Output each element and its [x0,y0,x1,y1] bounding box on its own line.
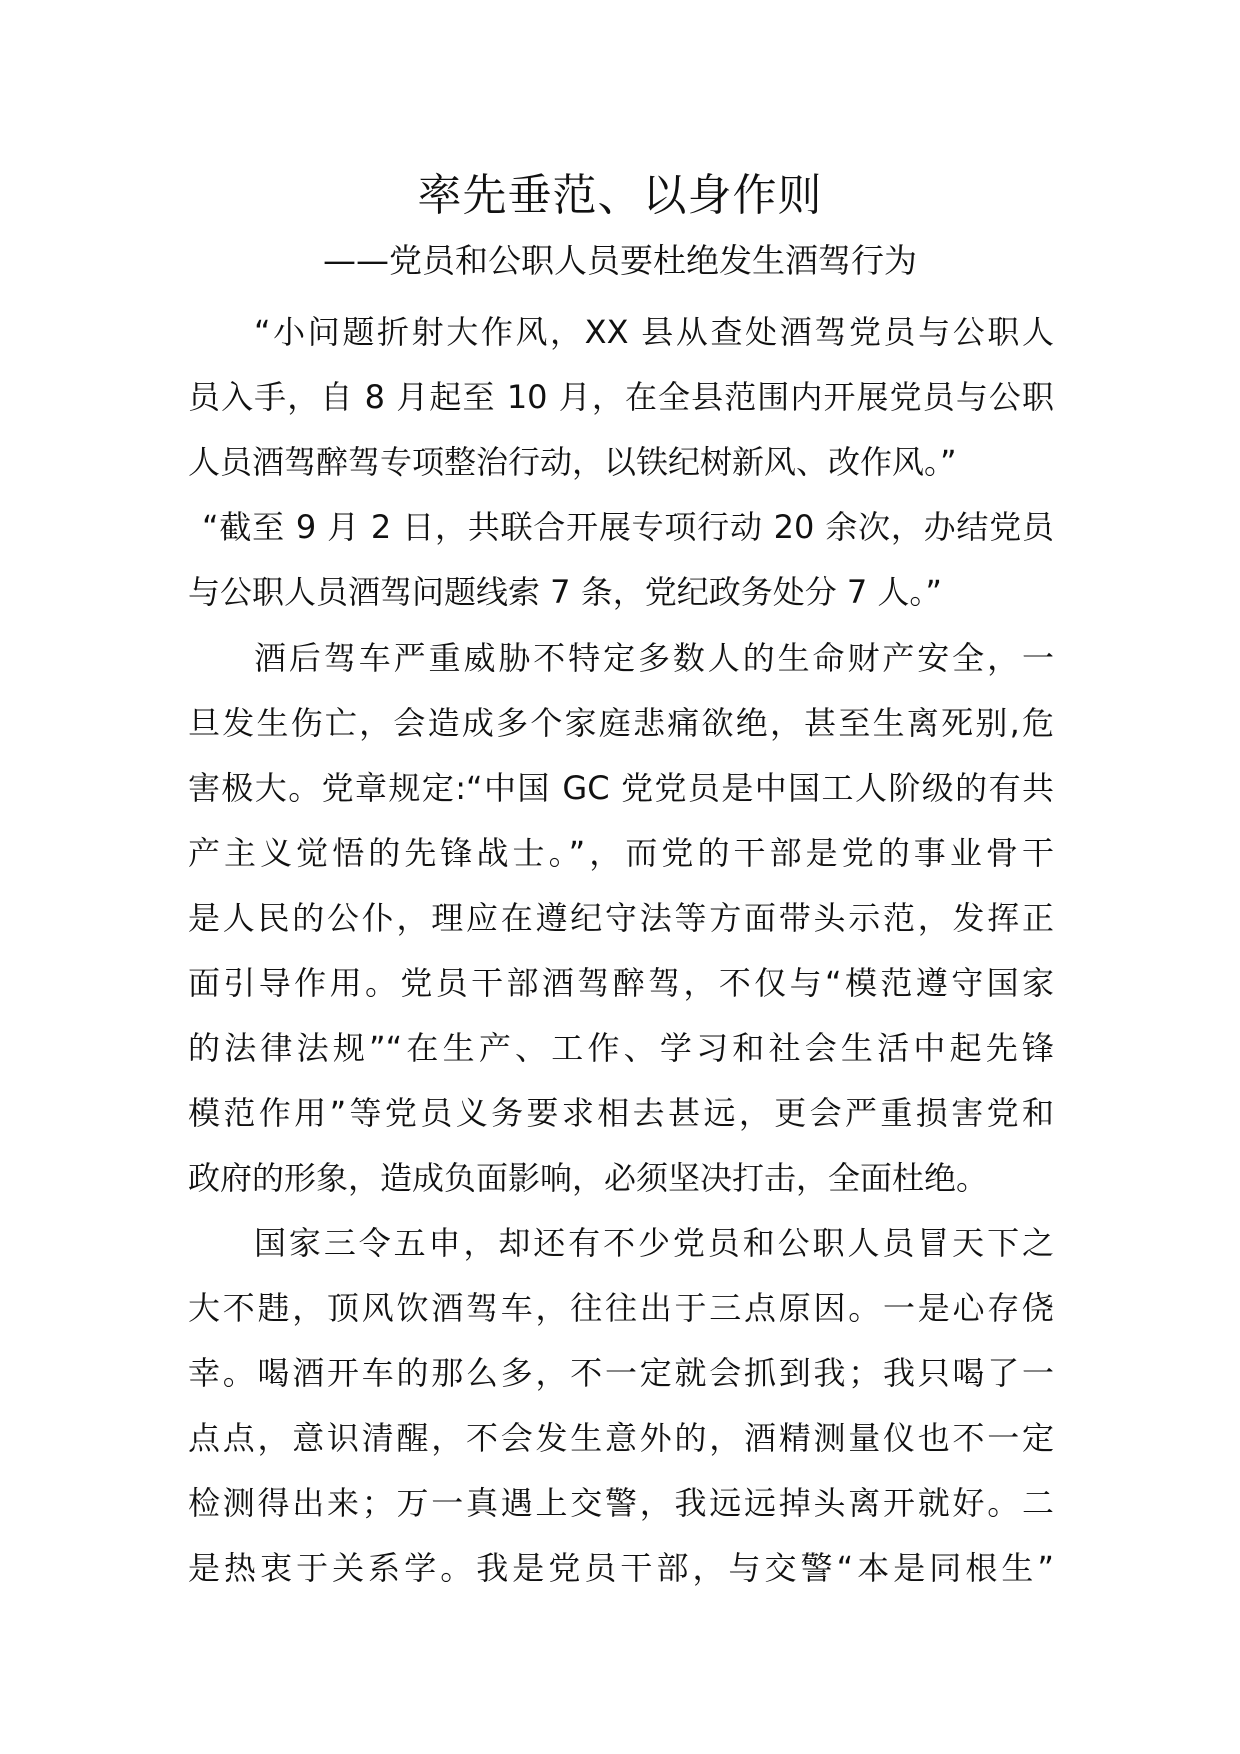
text-line: 害极大。党章规定:“中国 GC 党党员是中国工人阶级的有共 [188,769,1054,807]
text-line: 面引导作用。党员干部酒驾醉驾，不仅与“模范遵守国家 [188,964,1054,1002]
text-line: 的法律法规”“在生产、工作、学习和社会生活中起先锋 [188,1029,1054,1067]
text-line: 酒后驾车严重威胁不特定多数人的生命财产安全，一 [254,639,1054,677]
text-line: 点点，意识清醒，不会发生意外的，酒精测量仪也不一定 [188,1419,1054,1457]
text-line: 模范作用”等党员义务要求相去甚远，更会严重损害党和 [188,1094,1054,1132]
text-line: 政府的形象，造成负面影响，必须坚决打击，全面杜绝。 [188,1159,989,1197]
text-line: 检测得出来；万一真遇上交警，我远远掉头离开就好。二 [188,1484,1054,1522]
document-title: 率先垂范、以身作则 [417,170,823,221]
text-line: 产主义觉悟的先锋战士。”，而党的干部是党的事业骨干 [188,834,1054,872]
text-line: “截至 9 月 2 日，共联合开展专项行动 20 余次，办结党员 [202,508,1054,546]
document-subtitle: ——党员和公职人员要杜绝发生酒驾行为 [323,241,917,280]
text-line: 员入手，自 8 月起至 10 月，在全县范围内开展党员与公职 [188,378,1054,416]
text-line: 国家三令五申，却还有不少党员和公职人员冒天下之 [254,1224,1054,1262]
text-line: 幸。喝酒开车的那么多，不一定就会抓到我；我只喝了一 [188,1354,1054,1392]
text-line: 是热衷于关系学。我是党员干部，与交警“本是同根生” [188,1549,1054,1587]
text-line: 与公职人员酒驾问题线索 7 条，党纪政务处分 7 人。” [188,573,942,611]
text-line: “小问题折射大作风，XX 县从查处酒驾党员与公职人 [254,313,1054,351]
text-line: 旦发生伤亡，会造成多个家庭悲痛欲绝，甚至生离死别,危 [188,704,1054,742]
text-line: 大不韪，顶风饮酒驾车，往往出于三点原因。一是心存侥 [188,1289,1054,1327]
text-line: 人员酒驾醉驾专项整治行动，以铁纪树新风、改作风。” [188,443,957,481]
document-body [188,300,1054,1601]
text-line: 是人民的公仆，理应在遵纪守法等方面带头示范，发挥正 [188,899,1054,937]
